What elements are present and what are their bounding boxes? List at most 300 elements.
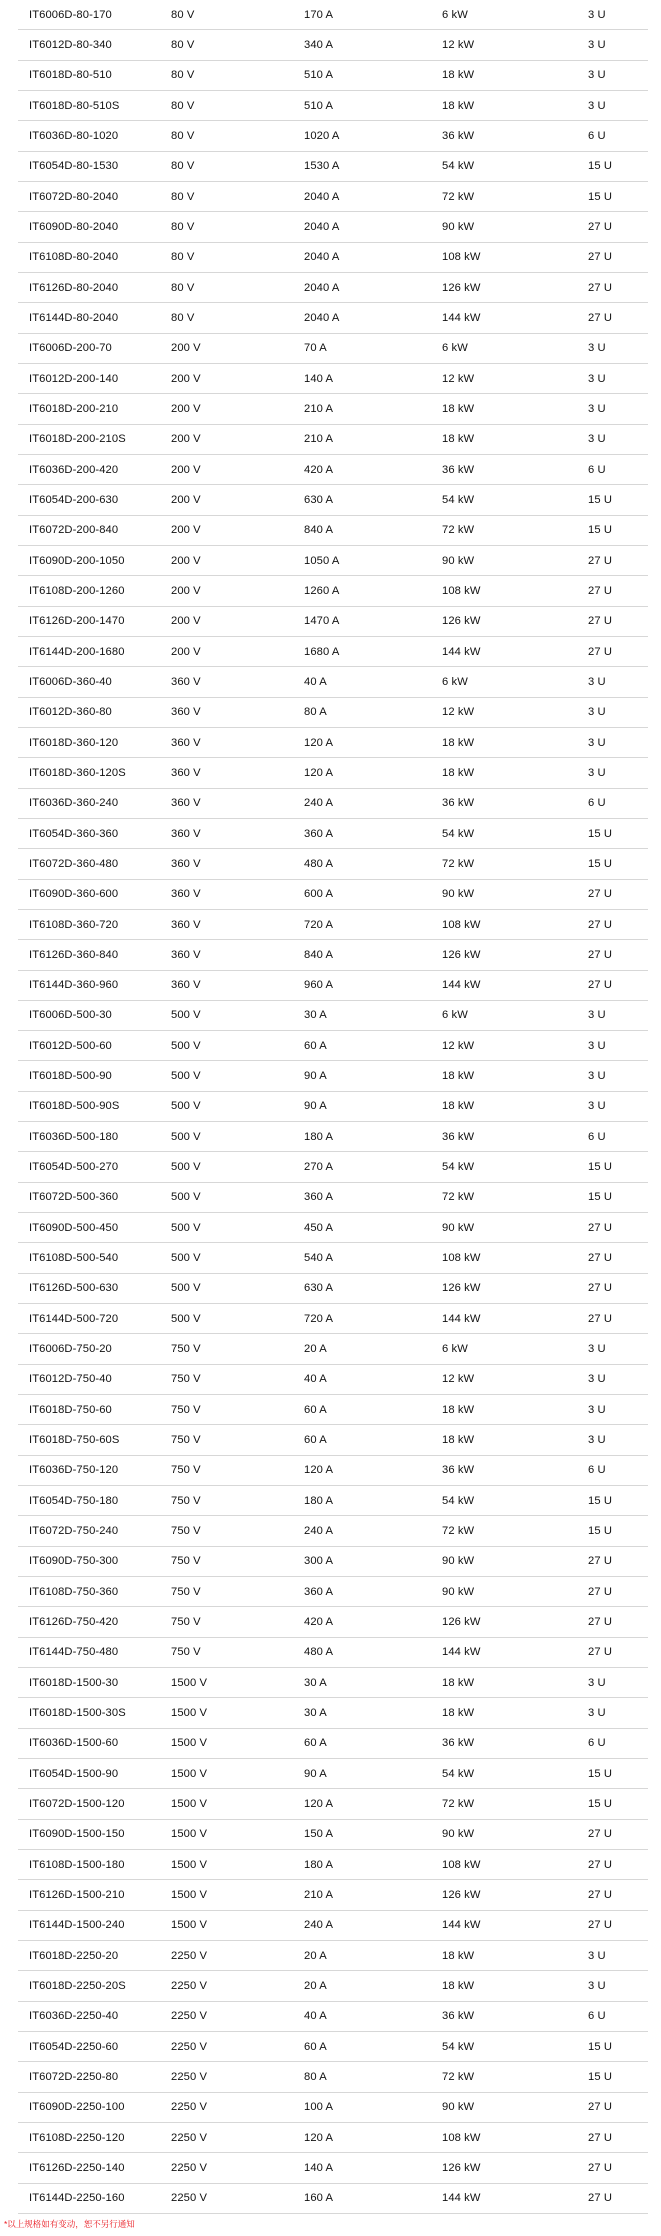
- table-row: [18, 1365, 648, 1395]
- cell-current: 60 A: [304, 1737, 327, 1750]
- table-row: [18, 1698, 648, 1728]
- cell-current: 90 A: [304, 1100, 327, 1113]
- cell-model: IT6072D-1500-120: [29, 1798, 125, 1811]
- cell-power: 144 kW: [442, 1646, 481, 1659]
- cell-model: IT6126D-2250-140: [29, 2161, 125, 2174]
- table-row: [18, 182, 648, 212]
- cell-model: IT6144D-200-1680: [29, 645, 125, 658]
- cell-voltage: 750 V: [171, 1494, 201, 1507]
- cell-rack-units: 3 U: [588, 1676, 606, 1689]
- cell-rack-units: 15 U: [588, 1161, 613, 1174]
- table-row: [18, 2032, 648, 2062]
- cell-power: 126 kW: [442, 2161, 481, 2174]
- cell-voltage: 360 V: [171, 979, 201, 992]
- cell-power: 126 kW: [442, 615, 481, 628]
- cell-voltage: 750 V: [171, 1585, 201, 1598]
- cell-model: IT6018D-360-120: [29, 736, 119, 749]
- cell-model: IT6036D-500-180: [29, 1130, 119, 1143]
- cell-current: 180 A: [304, 1130, 334, 1143]
- cell-current: 80 A: [304, 706, 327, 719]
- cell-model: IT6006D-360-40: [29, 675, 112, 688]
- cell-current: 40 A: [304, 675, 327, 688]
- cell-power: 12 kW: [442, 1373, 475, 1386]
- cell-power: 144 kW: [442, 1919, 481, 1932]
- cell-power: 126 kW: [442, 1616, 481, 1629]
- cell-rack-units: 6 U: [588, 463, 606, 476]
- table-row: [18, 1516, 648, 1546]
- cell-voltage: 2250 V: [171, 2010, 208, 2023]
- cell-rack-units: 15 U: [588, 1191, 613, 1204]
- cell-rack-units: 3 U: [588, 38, 606, 51]
- cell-model: IT6018D-2250-20: [29, 1949, 119, 1962]
- table-row: [18, 1031, 648, 1061]
- cell-power: 12 kW: [442, 372, 475, 385]
- cell-power: 18 kW: [442, 766, 475, 779]
- cell-current: 1680 A: [304, 645, 340, 658]
- cell-current: 240 A: [304, 1525, 334, 1538]
- cell-rack-units: 27 U: [588, 1282, 613, 1295]
- cell-power: 6 kW: [442, 342, 468, 355]
- cell-rack-units: 27 U: [588, 1312, 613, 1325]
- cell-rack-units: 3 U: [588, 706, 606, 719]
- cell-power: 18 kW: [442, 402, 475, 415]
- cell-model: IT6012D-750-40: [29, 1373, 112, 1386]
- cell-model: IT6144D-360-960: [29, 979, 119, 992]
- cell-current: 180 A: [304, 1494, 334, 1507]
- cell-rack-units: 3 U: [588, 1009, 606, 1022]
- table-row: [18, 1820, 648, 1850]
- table-row: [18, 607, 648, 637]
- cell-power: 54 kW: [442, 2040, 475, 2053]
- table-row: [18, 910, 648, 940]
- cell-voltage: 80 V: [171, 129, 195, 142]
- cell-model: IT6054D-500-270: [29, 1161, 119, 1174]
- cell-rack-units: 15 U: [588, 2040, 613, 2053]
- cell-power: 144 kW: [442, 645, 481, 658]
- table-row: [18, 1638, 648, 1668]
- cell-voltage: 750 V: [171, 1555, 201, 1568]
- cell-voltage: 750 V: [171, 1403, 201, 1416]
- cell-current: 630 A: [304, 1282, 334, 1295]
- cell-voltage: 80 V: [171, 190, 195, 203]
- cell-power: 144 kW: [442, 1312, 481, 1325]
- cell-voltage: 2250 V: [171, 2161, 208, 2174]
- cell-voltage: 500 V: [171, 1039, 201, 1052]
- cell-power: 6 kW: [442, 675, 468, 688]
- cell-rack-units: 27 U: [588, 1858, 613, 1871]
- cell-voltage: 2250 V: [171, 2040, 208, 2053]
- cell-rack-units: 27 U: [588, 1585, 613, 1598]
- spec-table: [18, 0, 648, 2214]
- cell-power: 18 kW: [442, 1676, 475, 1689]
- cell-voltage: 750 V: [171, 1616, 201, 1629]
- cell-current: 420 A: [304, 1616, 334, 1629]
- cell-rack-units: 3 U: [588, 1343, 606, 1356]
- cell-voltage: 750 V: [171, 1343, 201, 1356]
- cell-voltage: 360 V: [171, 888, 201, 901]
- cell-voltage: 80 V: [171, 220, 195, 233]
- cell-current: 270 A: [304, 1161, 334, 1174]
- cell-model: IT6072D-750-240: [29, 1525, 119, 1538]
- table-row: [18, 1759, 648, 1789]
- cell-rack-units: 6 U: [588, 1737, 606, 1750]
- cell-rack-units: 3 U: [588, 1979, 606, 1992]
- cell-power: 72 kW: [442, 1525, 475, 1538]
- cell-current: 100 A: [304, 2101, 334, 2114]
- cell-model: IT6126D-360-840: [29, 948, 119, 961]
- cell-voltage: 2250 V: [171, 2070, 208, 2083]
- table-row: [18, 819, 648, 849]
- cell-model: IT6072D-360-480: [29, 857, 119, 870]
- cell-power: 108 kW: [442, 584, 481, 597]
- cell-current: 840 A: [304, 524, 334, 537]
- cell-model: IT6090D-80-2040: [29, 220, 119, 233]
- table-row: [18, 637, 648, 667]
- cell-current: 240 A: [304, 1919, 334, 1932]
- table-row: [18, 1425, 648, 1455]
- cell-voltage: 750 V: [171, 1434, 201, 1447]
- table-row: [18, 152, 648, 182]
- table-row: [18, 1941, 648, 1971]
- cell-power: 90 kW: [442, 1828, 475, 1841]
- cell-model: IT6018D-200-210: [29, 402, 119, 415]
- cell-current: 140 A: [304, 2161, 334, 2174]
- cell-voltage: 1500 V: [171, 1767, 208, 1780]
- cell-model: IT6054D-2250-60: [29, 2040, 119, 2053]
- table-row: [18, 273, 648, 303]
- cell-model: IT6054D-750-180: [29, 1494, 119, 1507]
- cell-current: 2040 A: [304, 311, 340, 324]
- cell-current: 40 A: [304, 2010, 327, 2023]
- cell-current: 360 A: [304, 827, 334, 840]
- cell-rack-units: 15 U: [588, 857, 613, 870]
- cell-model: IT6018D-2250-20S: [29, 1979, 126, 1992]
- cell-voltage: 2250 V: [171, 2101, 208, 2114]
- cell-power: 54 kW: [442, 493, 475, 506]
- cell-rack-units: 27 U: [588, 1616, 613, 1629]
- cell-voltage: 360 V: [171, 797, 201, 810]
- table-row: [18, 2153, 648, 2183]
- cell-current: 120 A: [304, 766, 334, 779]
- cell-power: 108 kW: [442, 1252, 481, 1265]
- cell-current: 210 A: [304, 433, 334, 446]
- table-row: [18, 2123, 648, 2153]
- cell-model: IT6036D-750-120: [29, 1464, 119, 1477]
- cell-model: IT6090D-2250-100: [29, 2101, 125, 2114]
- table-row: [18, 425, 648, 455]
- cell-rack-units: 27 U: [588, 918, 613, 931]
- cell-power: 108 kW: [442, 251, 481, 264]
- cell-rack-units: 15 U: [588, 1525, 613, 1538]
- cell-current: 150 A: [304, 1828, 334, 1841]
- cell-model: IT6126D-1500-210: [29, 1889, 125, 1901]
- cell-power: 90 kW: [442, 1555, 475, 1568]
- cell-power: 126 kW: [442, 281, 481, 294]
- cell-voltage: 1500 V: [171, 1889, 208, 1901]
- cell-power: 108 kW: [442, 1858, 481, 1871]
- cell-power: 108 kW: [442, 918, 481, 931]
- cell-current: 2040 A: [304, 190, 340, 203]
- cell-current: 30 A: [304, 1676, 327, 1689]
- cell-current: 720 A: [304, 1312, 334, 1325]
- cell-power: 108 kW: [442, 2131, 481, 2144]
- cell-rack-units: 27 U: [588, 1889, 613, 1901]
- cell-rack-units: 27 U: [588, 1221, 613, 1234]
- cell-power: 54 kW: [442, 1767, 475, 1780]
- cell-power: 6 kW: [442, 8, 468, 21]
- cell-model: IT6012D-80-340: [29, 38, 112, 51]
- table-row: [18, 1577, 648, 1607]
- cell-power: 144 kW: [442, 979, 481, 992]
- cell-power: 36 kW: [442, 1464, 475, 1477]
- cell-voltage: 500 V: [171, 1252, 201, 1265]
- cell-current: 20 A: [304, 1979, 327, 1992]
- cell-model: IT6006D-200-70: [29, 342, 112, 355]
- cell-rack-units: 15 U: [588, 1798, 613, 1811]
- cell-current: 20 A: [304, 1343, 327, 1356]
- cell-power: 18 kW: [442, 1707, 475, 1720]
- table-row: [18, 364, 648, 394]
- table-row: [18, 1334, 648, 1364]
- table-row: [18, 1395, 648, 1425]
- cell-current: 2040 A: [304, 281, 340, 294]
- table-row: [18, 789, 648, 819]
- cell-voltage: 500 V: [171, 1130, 201, 1143]
- cell-power: 18 kW: [442, 1100, 475, 1113]
- table-row: [18, 971, 648, 1001]
- cell-rack-units: 3 U: [588, 1949, 606, 1962]
- cell-rack-units: 15 U: [588, 493, 613, 506]
- cell-rack-units: 15 U: [588, 2070, 613, 2083]
- cell-rack-units: 3 U: [588, 1070, 606, 1083]
- cell-rack-units: 3 U: [588, 1039, 606, 1052]
- cell-power: 18 kW: [442, 1434, 475, 1447]
- cell-power: 54 kW: [442, 1494, 475, 1507]
- cell-power: 54 kW: [442, 160, 475, 173]
- cell-current: 70 A: [304, 342, 327, 355]
- cell-current: 540 A: [304, 1252, 334, 1265]
- cell-voltage: 360 V: [171, 918, 201, 931]
- cell-model: IT6144D-500-720: [29, 1312, 119, 1325]
- cell-power: 12 kW: [442, 38, 475, 51]
- cell-power: 144 kW: [442, 311, 481, 324]
- cell-voltage: 500 V: [171, 1100, 201, 1113]
- cell-power: 72 kW: [442, 1798, 475, 1811]
- table-row: [18, 212, 648, 242]
- cell-model: IT6054D-360-360: [29, 827, 119, 840]
- cell-rack-units: 3 U: [588, 99, 606, 112]
- cell-power: 36 kW: [442, 1737, 475, 1750]
- cell-voltage: 1500 V: [171, 1798, 208, 1811]
- cell-voltage: 200 V: [171, 615, 201, 628]
- cell-rack-units: 27 U: [588, 2192, 613, 2205]
- cell-model: IT6126D-200-1470: [29, 615, 125, 628]
- table-row: [18, 1152, 648, 1182]
- cell-model: IT6036D-200-420: [29, 463, 119, 476]
- cell-power: 126 kW: [442, 1282, 481, 1295]
- cell-voltage: 80 V: [171, 160, 195, 173]
- cell-rack-units: 3 U: [588, 1434, 606, 1447]
- cell-voltage: 1500 V: [171, 1919, 208, 1932]
- cell-rack-units: 27 U: [588, 2101, 613, 2114]
- cell-power: 72 kW: [442, 524, 475, 537]
- cell-power: 90 kW: [442, 220, 475, 233]
- cell-model: IT6126D-500-630: [29, 1282, 119, 1295]
- cell-voltage: 200 V: [171, 433, 201, 446]
- cell-model: IT6108D-80-2040: [29, 251, 119, 264]
- cell-power: 12 kW: [442, 1039, 475, 1052]
- cell-voltage: 80 V: [171, 8, 195, 21]
- table-row: [18, 243, 648, 273]
- cell-rack-units: 6 U: [588, 129, 606, 142]
- cell-voltage: 1500 V: [171, 1828, 208, 1841]
- cell-model: IT6036D-80-1020: [29, 129, 119, 142]
- cell-model: IT6006D-500-30: [29, 1009, 112, 1022]
- cell-voltage: 200 V: [171, 372, 201, 385]
- table-row: [18, 30, 648, 60]
- cell-model: IT6090D-1500-150: [29, 1828, 125, 1841]
- cell-current: 80 A: [304, 2070, 327, 2083]
- cell-current: 90 A: [304, 1070, 327, 1083]
- cell-model: IT6018D-750-60: [29, 1403, 112, 1416]
- cell-voltage: 500 V: [171, 1191, 201, 1204]
- cell-rack-units: 27 U: [588, 220, 613, 233]
- cell-rack-units: 27 U: [588, 311, 613, 324]
- cell-model: IT6012D-500-60: [29, 1039, 112, 1052]
- footnote: *以上规格如有变动，恕不另行通知: [4, 2219, 135, 2229]
- cell-current: 300 A: [304, 1555, 334, 1568]
- cell-power: 36 kW: [442, 1130, 475, 1143]
- cell-voltage: 80 V: [171, 311, 195, 324]
- table-row: [18, 485, 648, 515]
- cell-voltage: 360 V: [171, 857, 201, 870]
- table-row: [18, 2184, 648, 2214]
- cell-power: 90 kW: [442, 1585, 475, 1598]
- cell-power: 18 kW: [442, 1070, 475, 1083]
- table-row: [18, 1183, 648, 1213]
- cell-model: IT6018D-1500-30: [29, 1676, 119, 1689]
- cell-voltage: 80 V: [171, 251, 195, 264]
- cell-rack-units: 27 U: [588, 2131, 613, 2144]
- cell-model: IT6108D-750-360: [29, 1585, 119, 1598]
- table-row: [18, 880, 648, 910]
- cell-voltage: 200 V: [171, 554, 201, 567]
- table-row: [18, 1850, 648, 1880]
- cell-power: 72 kW: [442, 190, 475, 203]
- cell-model: IT6036D-1500-60: [29, 1737, 119, 1750]
- cell-rack-units: 3 U: [588, 402, 606, 415]
- cell-voltage: 200 V: [171, 402, 201, 415]
- cell-power: 6 kW: [442, 1343, 468, 1356]
- cell-rack-units: 15 U: [588, 827, 613, 840]
- table-row: [18, 1880, 648, 1910]
- cell-rack-units: 27 U: [588, 615, 613, 628]
- cell-rack-units: 15 U: [588, 524, 613, 537]
- cell-current: 630 A: [304, 493, 334, 506]
- table-row: [18, 1668, 648, 1698]
- cell-rack-units: 3 U: [588, 69, 606, 82]
- cell-current: 210 A: [304, 1889, 334, 1901]
- cell-model: IT6108D-500-540: [29, 1252, 119, 1265]
- cell-power: 90 kW: [442, 554, 475, 567]
- cell-power: 126 kW: [442, 948, 481, 961]
- cell-current: 170 A: [304, 8, 334, 21]
- table-row: [18, 1243, 648, 1273]
- cell-current: 60 A: [304, 1403, 327, 1416]
- cell-current: 30 A: [304, 1707, 327, 1720]
- cell-current: 450 A: [304, 1221, 334, 1234]
- cell-rack-units: 3 U: [588, 8, 606, 21]
- cell-current: 510 A: [304, 69, 334, 82]
- cell-model: IT6036D-360-240: [29, 797, 119, 810]
- cell-voltage: 500 V: [171, 1009, 201, 1022]
- cell-current: 120 A: [304, 1464, 334, 1477]
- cell-model: IT6108D-1500-180: [29, 1858, 125, 1871]
- cell-rack-units: 27 U: [588, 2161, 613, 2174]
- cell-voltage: 80 V: [171, 69, 195, 82]
- cell-rack-units: 3 U: [588, 1373, 606, 1386]
- cell-current: 340 A: [304, 38, 334, 51]
- table-row: [18, 303, 648, 333]
- cell-model: IT6006D-80-170: [29, 8, 112, 21]
- cell-power: 36 kW: [442, 2010, 475, 2023]
- cell-voltage: 2250 V: [171, 2131, 208, 2144]
- cell-voltage: 500 V: [171, 1312, 201, 1325]
- cell-rack-units: 27 U: [588, 1646, 613, 1659]
- cell-rack-units: 27 U: [588, 1252, 613, 1265]
- cell-current: 360 A: [304, 1585, 334, 1598]
- cell-current: 840 A: [304, 948, 334, 961]
- cell-voltage: 200 V: [171, 463, 201, 476]
- table-row: [18, 1911, 648, 1941]
- cell-voltage: 2250 V: [171, 1949, 208, 1962]
- cell-rack-units: 6 U: [588, 2010, 606, 2023]
- cell-power: 12 kW: [442, 706, 475, 719]
- cell-rack-units: 27 U: [588, 281, 613, 294]
- cell-power: 18 kW: [442, 69, 475, 82]
- cell-model: IT6006D-750-20: [29, 1343, 112, 1356]
- table-row: [18, 1547, 648, 1577]
- cell-current: 60 A: [304, 1434, 327, 1447]
- table-row: [18, 1092, 648, 1122]
- cell-current: 240 A: [304, 797, 334, 810]
- cell-model: IT6018D-80-510S: [29, 99, 120, 112]
- cell-power: 18 kW: [442, 736, 475, 749]
- cell-model: IT6126D-750-420: [29, 1616, 119, 1629]
- cell-power: 36 kW: [442, 797, 475, 810]
- cell-model: IT6072D-2250-80: [29, 2070, 119, 2083]
- cell-model: IT6108D-2250-120: [29, 2131, 125, 2144]
- cell-rack-units: 27 U: [588, 554, 613, 567]
- table-row: [18, 1607, 648, 1637]
- cell-current: 60 A: [304, 1039, 327, 1052]
- cell-voltage: 1500 V: [171, 1707, 208, 1720]
- cell-model: IT6018D-360-120S: [29, 766, 126, 779]
- cell-rack-units: 15 U: [588, 190, 613, 203]
- table-row: [18, 1122, 648, 1152]
- cell-rack-units: 15 U: [588, 1767, 613, 1780]
- cell-rack-units: 6 U: [588, 1130, 606, 1143]
- cell-current: 360 A: [304, 1191, 334, 1204]
- table-row: [18, 940, 648, 970]
- cell-current: 160 A: [304, 2192, 334, 2205]
- cell-current: 60 A: [304, 2040, 327, 2053]
- cell-model: IT6012D-200-140: [29, 372, 119, 385]
- cell-rack-units: 3 U: [588, 1403, 606, 1416]
- cell-rack-units: 15 U: [588, 1494, 613, 1507]
- cell-current: 30 A: [304, 1009, 327, 1022]
- cell-current: 20 A: [304, 1949, 327, 1962]
